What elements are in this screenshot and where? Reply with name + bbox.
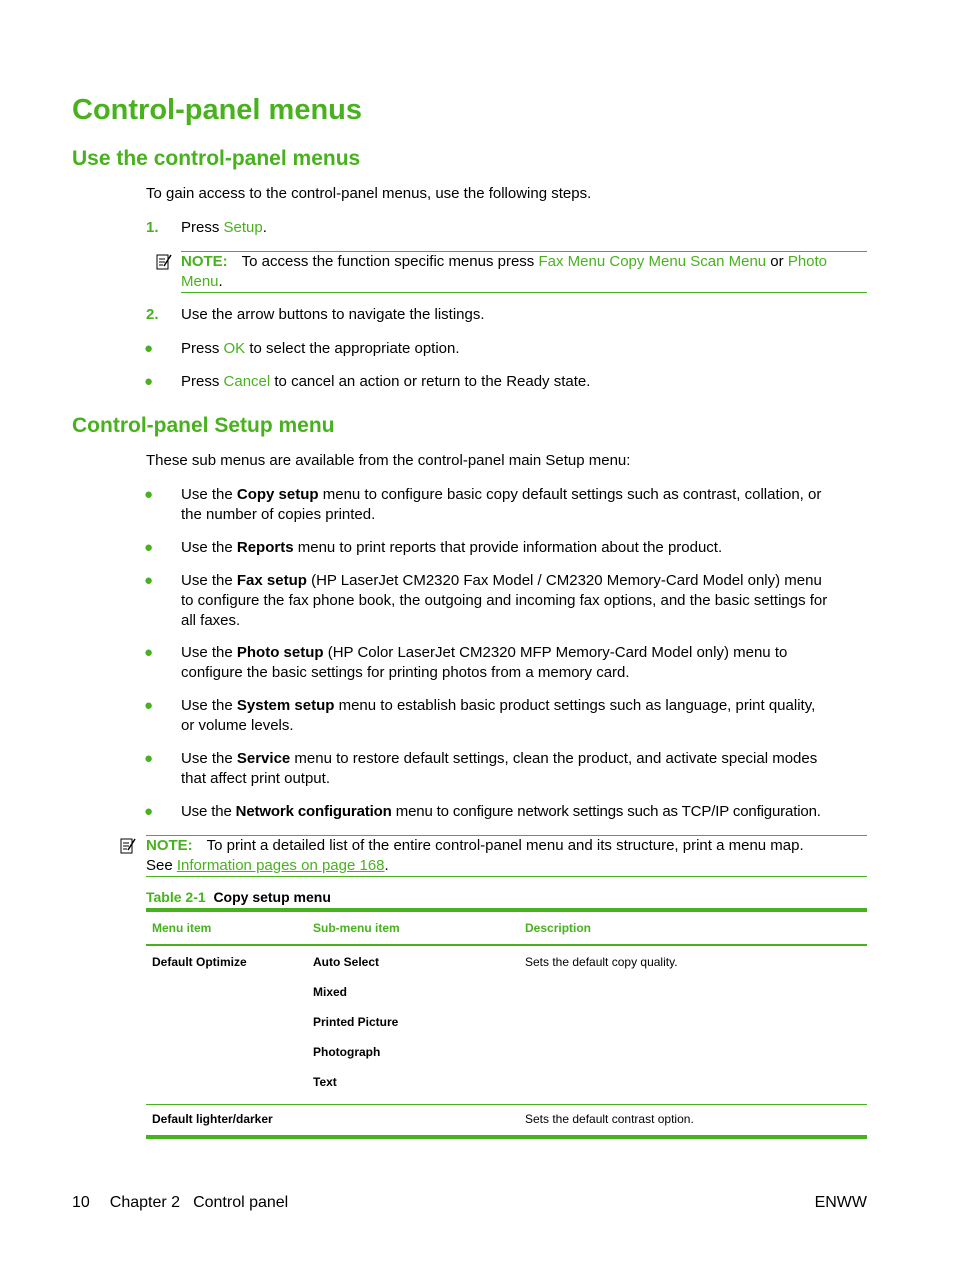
- photo-setup-desc: (HP Color LaserJet CM2320 MFP Memory-Card Model only) menu to: [323, 644, 788, 661]
- service-line-2: that affect print output.: [181, 770, 330, 787]
- system-setup-line-1: [181, 696, 871, 716]
- reports-term: Reports: [236, 539, 294, 556]
- menu-item-cell: Default lighter/darker: [152, 1112, 273, 1126]
- sub-menu-item: Auto Select: [313, 955, 380, 969]
- fax-setup-term: Fax setup: [236, 572, 307, 589]
- note-1-line-2: [181, 272, 871, 292]
- note-2-post: .: [384, 857, 389, 874]
- cancel-post: to cancel an action or return to the Ready state.: [270, 373, 591, 390]
- network-config-pre: Use the: [181, 803, 236, 820]
- step-1-pre: Press: [181, 219, 224, 236]
- bullet-icon: ●: [144, 373, 154, 390]
- page-title: Control-panel menus: [72, 94, 363, 126]
- sub-menu-item: Printed Picture: [313, 1015, 399, 1029]
- bullet-icon: ●: [144, 644, 154, 661]
- table-row: [146, 1105, 867, 1138]
- note-label: NOTE:: [146, 837, 193, 854]
- note-2-line-1: [146, 836, 871, 856]
- fax-setup-line-2: to configure the fax phone book, the outgoing and incoming fax options, and the basic settings for: [181, 592, 828, 609]
- table-caption: [146, 887, 331, 907]
- description-cell: Sets the default copy quality.: [525, 955, 678, 969]
- photo-setup-pre: Use the: [181, 644, 237, 661]
- service-term: Service: [236, 750, 291, 767]
- sub-menu-cell: [307, 1105, 519, 1138]
- network-config-desc: menu to configure network settings such as TCP/IP configuration.: [391, 803, 821, 820]
- note-1-pre: To access the function specific menus press: [241, 253, 539, 270]
- setup-intro-text: These sub menus are available from the control-panel main Setup menu:: [146, 452, 631, 469]
- step-1-number: 1.: [146, 219, 159, 236]
- footer-chapter-title: Control panel: [193, 1194, 289, 1211]
- sub-menu-item: Text: [313, 1075, 337, 1089]
- copy-setup-line-1: [181, 485, 871, 505]
- system-setup-line-2: or volume levels.: [181, 717, 294, 734]
- photo-setup-line-2: configure the basic settings for printing photos from a memory card.: [181, 664, 630, 681]
- note-1-text: [181, 252, 871, 292]
- step-2-number: 2.: [146, 306, 159, 323]
- bullet-icon: ●: [144, 697, 154, 714]
- footer-right: ENWW: [814, 1194, 867, 1211]
- description-cell: Sets the default contrast option.: [525, 1112, 694, 1126]
- photo-menu-link-cont[interactable]: Menu: [181, 273, 219, 290]
- ok-pre: Press: [181, 340, 224, 357]
- note-icon: [120, 837, 136, 855]
- ok-key-link[interactable]: OK: [223, 340, 246, 357]
- service-pre: Use the: [181, 750, 237, 767]
- system-setup-term: System setup: [236, 697, 335, 714]
- fax-setup-bullet: [181, 571, 871, 631]
- section-heading-use-menus: Use the control-panel menus: [72, 147, 361, 170]
- note-2-line-2: [146, 856, 871, 876]
- ok-bullet-text: [181, 339, 460, 359]
- copy-menu-link[interactable]: Copy Menu: [609, 253, 687, 270]
- note-1-mid: or: [766, 253, 788, 270]
- photo-setup-term: Photo setup: [236, 644, 324, 661]
- section-heading-setup-menu: Control-panel Setup menu: [72, 414, 335, 437]
- bullet-icon: ●: [144, 486, 154, 503]
- sub-menu-cell: [307, 945, 519, 1105]
- note-1-line-1: [181, 252, 871, 272]
- footer-chapter: Chapter 2: [109, 1194, 181, 1211]
- information-pages-link[interactable]: Information pages on page 168: [176, 857, 385, 874]
- ok-post: to select the appropriate option.: [245, 340, 460, 357]
- photo-menu-link[interactable]: Photo: [787, 253, 828, 270]
- reports-pre: Use the: [181, 539, 237, 556]
- table-row: [146, 945, 867, 1105]
- bullet-icon: ●: [144, 539, 154, 556]
- cancel-bullet-text: [181, 372, 590, 392]
- copy-setup-line-2: the number of copies printed.: [181, 506, 376, 523]
- copy-setup-pre: Use the: [181, 486, 237, 503]
- note-2-pre: See: [146, 857, 177, 874]
- system-setup-desc: menu to establish basic product settings such as language, print quality,: [334, 697, 816, 714]
- service-bullet: [181, 749, 871, 789]
- step-1-post: .: [262, 219, 267, 236]
- bullet-icon: ●: [144, 803, 154, 820]
- note-icon: [156, 253, 172, 271]
- table-caption-label: Table 2-1: [146, 889, 206, 905]
- step-1-text: [181, 218, 267, 238]
- menu-item-cell: Default Optimize: [152, 955, 247, 969]
- system-setup-pre: Use the: [181, 697, 237, 714]
- fax-setup-pre: Use the: [181, 572, 237, 589]
- fax-setup-line-1: [181, 571, 871, 591]
- scan-menu-link[interactable]: Scan Menu: [690, 253, 767, 270]
- fax-setup-desc: (HP LaserJet CM2320 Fax Model / CM2320 Memory-Card Model only) menu: [306, 572, 822, 589]
- column-header-menu-item: Menu item: [152, 921, 212, 935]
- bullet-icon: ●: [144, 340, 154, 357]
- note-2-text-1: To print a detailed list of the entire control-panel menu and its structure, print a menu map.: [206, 837, 804, 854]
- cancel-pre: Press: [181, 373, 224, 390]
- sub-menu-item: Mixed: [313, 985, 348, 999]
- copy-setup-term: Copy setup: [236, 486, 319, 503]
- copy-setup-desc: menu to configure basic copy default settings such as contrast, collation, or: [318, 486, 822, 503]
- service-line-1: [181, 749, 871, 769]
- fax-menu-link[interactable]: Fax Menu: [538, 253, 606, 270]
- network-config-bullet: [181, 802, 871, 822]
- network-config-term: Network configuration: [235, 803, 392, 820]
- photo-setup-bullet: [181, 643, 871, 683]
- bullet-icon: ●: [144, 572, 154, 589]
- note-1-post: .: [218, 273, 223, 290]
- photo-setup-line-1: [181, 643, 871, 663]
- table-caption-title: Copy setup menu: [213, 889, 331, 905]
- service-desc: menu to restore default settings, clean the product, and activate special modes: [290, 750, 818, 767]
- intro-text: To gain access to the control-panel menus, use the following steps.: [146, 185, 592, 202]
- fax-setup-line-3: all faxes.: [181, 612, 241, 629]
- note-2-text: [146, 836, 871, 876]
- page-number: 10: [72, 1194, 90, 1211]
- column-header-sub-menu-item: Sub-menu item: [313, 921, 400, 935]
- table-header-row: [146, 910, 867, 945]
- network-config-line-1: [181, 802, 871, 822]
- note-label: NOTE:: [181, 253, 228, 270]
- footer-left: [72, 1193, 288, 1213]
- copy-setup-table: [146, 908, 867, 1139]
- setup-key-link[interactable]: Setup: [223, 219, 263, 236]
- step-2-text: Use the arrow buttons to navigate the listings.: [181, 306, 485, 323]
- reports-desc: menu to print reports that provide information about the product.: [293, 539, 723, 556]
- reports-line-1: [181, 538, 871, 558]
- bullet-icon: ●: [144, 750, 154, 767]
- sub-menu-item: Photograph: [313, 1045, 381, 1059]
- column-header-description: Description: [525, 921, 592, 935]
- cancel-key-link[interactable]: Cancel: [223, 373, 271, 390]
- copy-setup-bullet: [181, 485, 871, 525]
- reports-bullet: [181, 538, 871, 558]
- system-setup-bullet: [181, 696, 871, 736]
